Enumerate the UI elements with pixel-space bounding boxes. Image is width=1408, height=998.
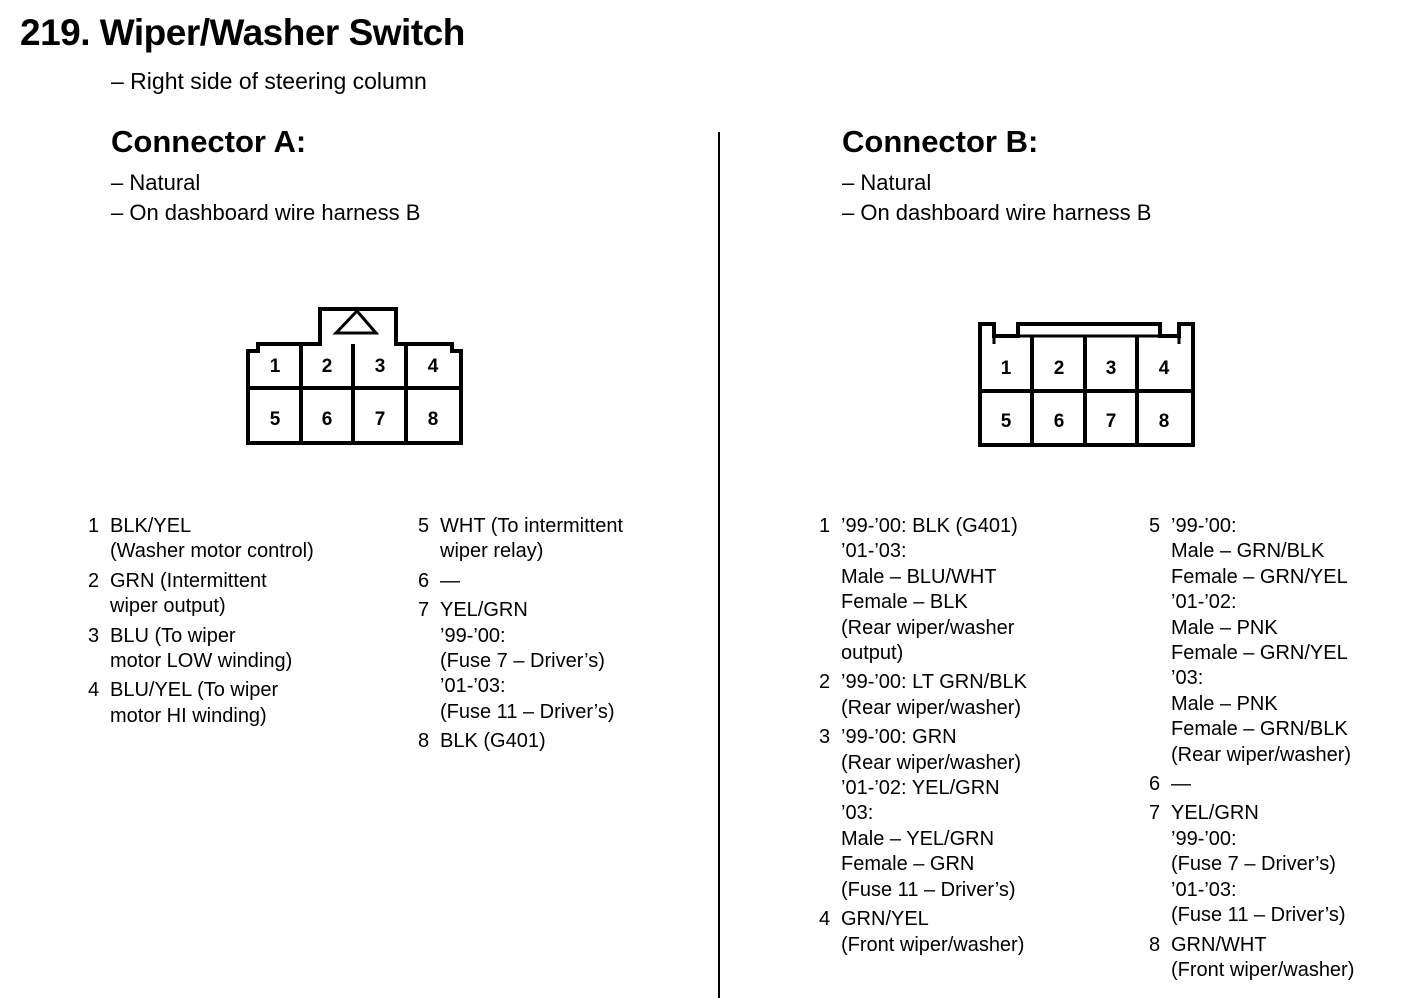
connector-b-pin-description-line: Female – GRN/YEL [1171, 565, 1348, 588]
connector-b-pin-number: 5 [1149, 515, 1161, 537]
connector-b-pin-description [1171, 801, 1346, 928]
connector-b-pin-label: 5 [1000, 411, 1012, 432]
connector-a-pin-entry [418, 569, 623, 594]
connector-a-pin-number: 3 [88, 624, 100, 647]
connector-a-pin-description [440, 598, 615, 725]
connector-b-pin-label: 1 [1000, 358, 1012, 379]
connector-a-pin-description-line: wiper output) [110, 595, 226, 618]
connector-a-pin-entry [418, 598, 623, 725]
connector-a-pin-description-line: BLU (To wiper [110, 624, 236, 647]
connector-a-pin-label: 2 [321, 356, 333, 377]
connector-b-pin-label: 3 [1105, 358, 1117, 379]
connector-b-pin-description [841, 670, 1027, 721]
connector-a-pin-description [110, 624, 292, 675]
connector-a-pin-label: 6 [321, 409, 333, 430]
connector-b-pin-description-line: Female – GRN/YEL [1171, 642, 1348, 665]
connector-a-pin-description-line: (Fuse 11 – Driver’s) [440, 700, 615, 723]
connector-b-pin-description-line: ’99-’00: LT GRN/BLK [841, 671, 1028, 694]
connector-b-pin-label: 4 [1158, 358, 1170, 379]
connector-b-pin-entry [1149, 801, 1354, 928]
connector-a-pin-number: 4 [88, 679, 100, 702]
connector-b-pin-entry [819, 514, 1027, 666]
connector-b-pin-description-line: ’03: [1171, 667, 1204, 690]
connector-a-pin-description [440, 569, 460, 594]
connector-b-pin-description-line: Male – PNK [1171, 616, 1278, 639]
connector-b-pin-entry [1149, 514, 1354, 768]
connector-a-pin-number: 1 [88, 515, 100, 537]
connector-a-pin-description-line: GRN (Intermittent [110, 569, 267, 592]
connector-b-pin-description-line: Male – YEL/GRN [841, 827, 995, 850]
connector-b-pin-number: 8 [1149, 933, 1161, 956]
connector-a-pin-entry [88, 678, 314, 729]
connector-b-pin-label: 7 [1105, 411, 1117, 432]
connector-a-pin-description-line: motor HI winding) [110, 704, 267, 727]
connector-b-pin-description-line: (Rear wiper/washer) [1171, 743, 1352, 766]
connector-b-pin-number: 1 [819, 515, 831, 537]
connector-a-pin-number: 7 [418, 599, 430, 622]
connector-a-pin-description [110, 678, 278, 729]
connector-b-pin-description-line: ’99-’00: BLK (G401) [841, 515, 1018, 537]
connector-b-pin-description-line: ’01-’02: YEL/GRN [841, 777, 1000, 800]
connector-b-pin-description-line: GRN/YEL [841, 908, 929, 931]
connector-b-pin-description-line: Male – PNK [1171, 692, 1278, 715]
connector-b-pin-description-line: output) [841, 642, 904, 665]
connector-b-pin-description [1171, 933, 1354, 984]
connector-b-pin-number: 3 [819, 726, 831, 749]
connector-a-pin-number: 2 [88, 569, 100, 592]
connector-a-pin-entry [88, 624, 314, 675]
connector-b-pin-description-line: (Rear wiper/washer) [841, 751, 1022, 774]
connector-a-latch [336, 311, 376, 333]
connector-b-pin-description [1171, 772, 1191, 797]
connector-b-pin-description-line: Female – BLK [841, 591, 968, 614]
page-subtitle: – Right side of steering column [111, 68, 427, 94]
connector-b-pin-description [841, 907, 1024, 958]
connector-a-pins-left [88, 514, 314, 733]
connector-a-pin-description [110, 569, 267, 620]
connector-a-pin-description-line: (Washer motor control) [110, 540, 314, 563]
connector-b-pin-description-line: (Fuse 11 – Driver’s) [1171, 904, 1346, 927]
connector-b-pin-description [1171, 514, 1351, 768]
connector-b-pins-right [1149, 514, 1354, 987]
connector-b-pin-description [841, 725, 1021, 903]
connector-b-pin-description-line: Female – GRN/BLK [1171, 718, 1348, 741]
connector-a-pin-description-line: BLK (G401) [440, 730, 546, 753]
connector-a-pin-description-line: (Fuse 7 – Driver’s) [440, 650, 605, 673]
connector-b-pin-entry [1149, 933, 1354, 984]
connector-b-pin-description-line: ’99-’00: [1171, 515, 1237, 537]
connector-b-pin-description-line: ’99-’00: GRN [841, 726, 957, 749]
connector-b-pin-description-line: Male – BLU/WHT [841, 565, 997, 588]
connector-a-pin-label: 3 [374, 356, 386, 377]
connector-b-pin-description-line: ’01-’03: [841, 540, 907, 563]
connector-a-title: Connector A: [111, 124, 307, 159]
connector-a-pin-label: 8 [427, 409, 439, 430]
connector-b-pin-description-line: YEL/GRN [1171, 802, 1259, 825]
connector-b-diagram [972, 314, 1202, 454]
connector-a-pin-description-line: YEL/GRN [440, 599, 528, 622]
connector-a-pin-description-line: BLU/YEL (To wiper [110, 679, 279, 702]
connector-b-pin-number: 4 [819, 908, 831, 931]
connector-a-pin-label: 4 [427, 356, 439, 377]
connector-b-pin-number: 6 [1149, 773, 1161, 796]
connector-a-pin-description-line: WHT (To intermittent [440, 515, 623, 537]
connector-b-pin-label: 2 [1053, 358, 1065, 379]
connector-a-pin-description-line: — [440, 569, 460, 592]
connector-a-pin-number: 8 [418, 730, 430, 753]
connector-b-pin-description-line: (Front wiper/washer) [841, 933, 1025, 956]
connector-b-pin-description-line: ’03: [841, 802, 874, 825]
connector-b-pin-description-line: (Fuse 7 – Driver’s) [1171, 853, 1336, 876]
connector-b-pin-entry [819, 907, 1027, 958]
connector-a-pin-description-line: ’99-’00: [440, 624, 506, 647]
connector-b-pin-entry [819, 725, 1027, 903]
connector-b-pin-description-line: (Rear wiper/washer [841, 616, 1015, 639]
connector-a-pin-description-line: wiper relay) [440, 540, 544, 563]
connector-a-pin-entry [418, 729, 623, 754]
connector-b-title: Connector B: [842, 124, 1039, 159]
connector-b-note-color: – Natural [842, 170, 932, 195]
connector-a-pin-description [440, 514, 623, 565]
connector-a-pin-number: 5 [418, 515, 430, 537]
connector-b-pin-description-line: Female – GRN [841, 853, 975, 876]
connector-b-pin-description-line: ’01-’02: [1171, 591, 1237, 614]
connector-b-pin-description-line: (Front wiper/washer) [1171, 958, 1355, 981]
connector-a-pin-number: 6 [418, 569, 430, 592]
connector-b-pin-description-line: Male – GRN/BLK [1171, 540, 1325, 563]
connector-b-pin-description-line: ’99-’00: [1171, 827, 1237, 850]
connector-a-diagram [240, 300, 470, 450]
column-divider [718, 132, 720, 998]
connector-a-pin-description [110, 514, 314, 565]
connector-b-pin-entry [819, 670, 1027, 721]
connector-b-pin-description [841, 514, 1018, 666]
connector-b-pin-description-line: GRN/WHT [1171, 933, 1267, 956]
connector-a-note-color: – Natural [111, 170, 201, 195]
connector-b-pin-label: 8 [1158, 411, 1170, 432]
connector-a-pin-description-line: motor LOW winding) [110, 650, 293, 673]
connector-a-pin-label: 1 [269, 356, 281, 377]
connector-a-pin-description-line: ’01-’03: [440, 675, 506, 698]
connector-a-pin-entry [418, 514, 623, 565]
connector-a-pin-entry [88, 569, 314, 620]
connector-b-pins-left [819, 514, 1027, 962]
connector-b-pin-number: 2 [819, 671, 831, 694]
connector-b-pin-entry [1149, 772, 1354, 797]
connector-b-pin-description-line: ’01-’03: [1171, 878, 1237, 901]
connector-a-pin-label: 5 [269, 409, 281, 430]
connector-a-pin-entry [88, 514, 314, 565]
connector-b-pin-description-line: (Rear wiper/washer) [841, 696, 1022, 719]
connector-b-pin-number: 7 [1149, 802, 1161, 825]
connector-a-note-location: – On dashboard wire harness B [111, 200, 421, 225]
connector-a-pin-label: 7 [374, 409, 386, 430]
connector-b-pin-description-line: (Fuse 11 – Driver’s) [841, 878, 1016, 901]
connector-a-pin-description-line: BLK/YEL [110, 515, 192, 537]
connector-b-pin-label: 6 [1053, 411, 1065, 432]
connector-a-pins-right [418, 514, 623, 759]
page-title: 219. Wiper/Washer Switch [20, 12, 465, 53]
connector-b-pin-description-line: — [1171, 773, 1191, 796]
connector-a-pin-description [440, 729, 546, 754]
connector-b-note-location: – On dashboard wire harness B [842, 200, 1152, 225]
